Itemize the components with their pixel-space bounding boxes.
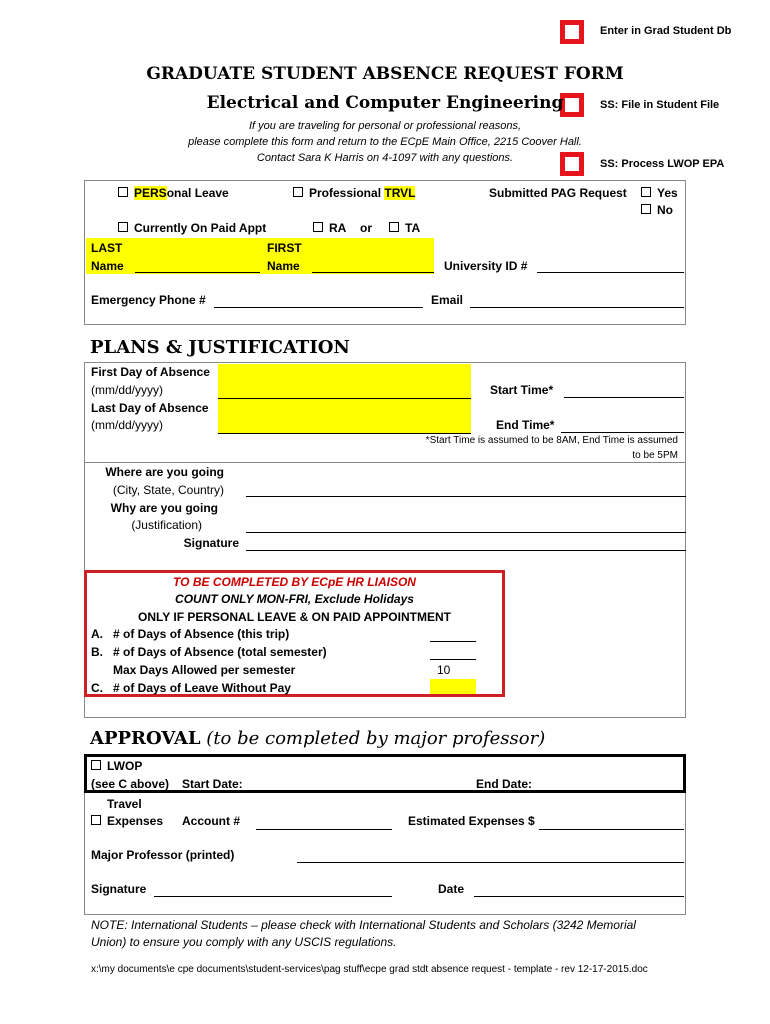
- paid-appt-option[interactable]: [118, 221, 266, 235]
- last-day-format: (mm/dd/yyyy): [91, 418, 163, 432]
- hr-only-if: ONLY IF PERSONAL LEAVE & ON PAID APPOINTMENT: [138, 610, 451, 624]
- ta-checkbox[interactable]: [389, 222, 399, 232]
- last-day-field[interactable]: [218, 433, 471, 434]
- where-hint: (City, State, Country): [112, 483, 224, 497]
- end-time-label: End Time*: [496, 418, 555, 432]
- form-title: GRADUATE STUDENT ABSENCE REQUEST FORM: [146, 64, 624, 84]
- start-time-field[interactable]: [564, 397, 684, 398]
- major-professor-label: Major Professor (printed): [91, 848, 235, 862]
- approval-signature-field[interactable]: [154, 896, 392, 897]
- approval-heading: [90, 728, 545, 749]
- see-c-label: (see C above): [91, 777, 170, 791]
- approval-heading-main: APPROVAL: [90, 728, 201, 749]
- plans-signature-field[interactable]: [246, 550, 686, 551]
- end-time-field[interactable]: [561, 432, 684, 433]
- hr-a-label: # of Days of Absence (this trip): [113, 627, 290, 641]
- travel-expenses-option[interactable]: [91, 814, 163, 828]
- first-day-field[interactable]: [218, 398, 471, 399]
- instructions-line-2: please complete this form and return to the ECpE Main Office, 2215 Coover Hall.: [188, 136, 582, 148]
- lwop-start-date-label: Start Date:: [182, 777, 243, 791]
- professional-label: Professional: [309, 186, 385, 200]
- emergency-phone-field[interactable]: [214, 307, 423, 308]
- instructions-line-1: If you are traveling for personal or professional reasons,: [248, 120, 522, 132]
- personal-leave-highlight: PERS: [134, 186, 167, 200]
- start-time-label: Start Time*: [490, 383, 554, 397]
- instructions-line-3: Contact Sara K Harris on 4-1097 with any questions.: [256, 152, 514, 164]
- why-label: Why are you going: [110, 501, 218, 515]
- hr-a-marker: A.: [91, 627, 103, 641]
- lwop-label: LWOP: [107, 759, 143, 773]
- pag-request-label: Submitted PAG Request: [489, 186, 627, 200]
- approval-heading-note: (to be completed by major professor): [206, 728, 546, 749]
- pag-no-label: No: [657, 203, 673, 217]
- hr-c-label: # of Days of Leave Without Pay: [113, 681, 291, 695]
- paid-appt-label: Currently On Paid Appt: [134, 221, 267, 235]
- professional-travel-option[interactable]: [293, 186, 415, 200]
- approval-date-field[interactable]: [474, 896, 684, 897]
- first-name-label: Name: [267, 259, 300, 273]
- lwop-box: [84, 754, 686, 793]
- ra-label: RA: [329, 221, 347, 235]
- first-day-format: (mm/dd/yyyy): [91, 383, 163, 397]
- major-professor-field[interactable]: [297, 862, 684, 863]
- ra-option[interactable]: [313, 221, 346, 235]
- email-label: Email: [431, 293, 464, 307]
- ra-checkbox[interactable]: [313, 222, 323, 232]
- pag-no-option[interactable]: [641, 203, 673, 217]
- hr-max-value: 10: [437, 663, 451, 677]
- hr-count-only: COUNT ONLY MON-FRI, Exclude Holidays: [175, 592, 414, 606]
- personal-leave-label: onal Leave: [166, 186, 229, 200]
- time-note-line-1: *Start Time is assumed to be 8AM, End Time is assumed: [425, 435, 678, 446]
- dates-highlight: [218, 364, 471, 434]
- last-label: LAST: [91, 241, 123, 255]
- lwop-epa-label: SS: Process LWOP EPA: [600, 158, 725, 170]
- last-day-label: Last Day of Absence: [91, 401, 209, 415]
- hr-c-field[interactable]: [430, 679, 476, 694]
- approval-signature-label: Signature: [91, 882, 147, 896]
- grad-db-checkbox[interactable]: [560, 20, 584, 44]
- travel-label: Travel: [107, 797, 142, 811]
- hr-b-marker: B.: [91, 645, 103, 659]
- last-name-field[interactable]: [135, 272, 260, 273]
- international-note-line-1: NOTE: International Students – please check with International Students and Scholars (3242 Memorial: [91, 918, 636, 932]
- pag-no-checkbox[interactable]: [641, 204, 651, 214]
- last-name-label: Name: [91, 259, 124, 273]
- international-note-line-2: Union) to ensure you comply with any USCIS regulations.: [91, 935, 397, 949]
- personal-leave-checkbox[interactable]: [118, 187, 128, 197]
- why-hint: (Justification): [131, 518, 202, 532]
- why-field[interactable]: [246, 532, 686, 533]
- emergency-phone-label: Emergency Phone #: [91, 293, 206, 307]
- student-file-label: SS: File in Student File: [600, 99, 720, 111]
- university-id-label: University ID #: [444, 259, 528, 273]
- first-name-field[interactable]: [312, 272, 434, 273]
- where-label: Where are you going: [105, 465, 224, 479]
- hr-max-label: Max Days Allowed per semester: [113, 663, 296, 677]
- pag-yes-checkbox[interactable]: [641, 187, 651, 197]
- first-day-label: First Day of Absence: [91, 365, 210, 379]
- lwop-checkbox[interactable]: [91, 760, 101, 770]
- account-field[interactable]: [256, 829, 392, 830]
- personal-leave-option[interactable]: [118, 186, 229, 200]
- hr-title: TO BE COMPLETED BY ECpE HR LIAISON: [173, 575, 416, 589]
- ta-option[interactable]: [389, 221, 420, 235]
- estimated-expenses-field[interactable]: [539, 829, 684, 830]
- travel-highlight: TRVL: [384, 186, 416, 200]
- approval-date-label: Date: [438, 882, 465, 896]
- or-label: or: [360, 221, 372, 235]
- hr-c-marker: C.: [91, 681, 103, 695]
- department-title: Electrical and Computer Engineering: [206, 93, 564, 113]
- plans-signature-label: Signature: [183, 536, 239, 550]
- hr-a-field[interactable]: [430, 641, 476, 642]
- pag-yes-label: Yes: [657, 186, 678, 200]
- pag-yes-option[interactable]: [641, 186, 678, 200]
- paid-appt-checkbox[interactable]: [118, 222, 128, 232]
- file-path: x:\my documents\e cpe documents\student-services\pag stuff\ecpe grad stdt absence request - template - rev 12-17-2015.doc: [91, 964, 648, 975]
- where-field[interactable]: [246, 496, 686, 497]
- travel-expenses-checkbox[interactable]: [91, 815, 101, 825]
- professional-travel-checkbox[interactable]: [293, 187, 303, 197]
- grad-db-label: Enter in Grad Student Db: [600, 25, 732, 37]
- time-note-line-2: to be 5PM: [632, 450, 678, 461]
- estimated-expenses-label: Estimated Expenses $: [408, 814, 535, 828]
- lwop-option[interactable]: [91, 759, 142, 773]
- plans-heading: PLANS & JUSTIFICATION: [90, 337, 350, 358]
- first-label: FIRST: [267, 241, 302, 255]
- account-label: Account #: [182, 814, 241, 828]
- plans-divider: [84, 462, 686, 463]
- expenses-label: Expenses: [107, 814, 164, 828]
- ta-label: TA: [405, 221, 421, 235]
- lwop-end-date-label: End Date:: [476, 777, 533, 791]
- hr-b-label: # of Days of Absence (total semester): [113, 645, 327, 659]
- email-field[interactable]: [470, 307, 684, 308]
- hr-b-field[interactable]: [430, 659, 476, 660]
- name-highlight: [86, 238, 434, 274]
- university-id-field[interactable]: [537, 272, 684, 273]
